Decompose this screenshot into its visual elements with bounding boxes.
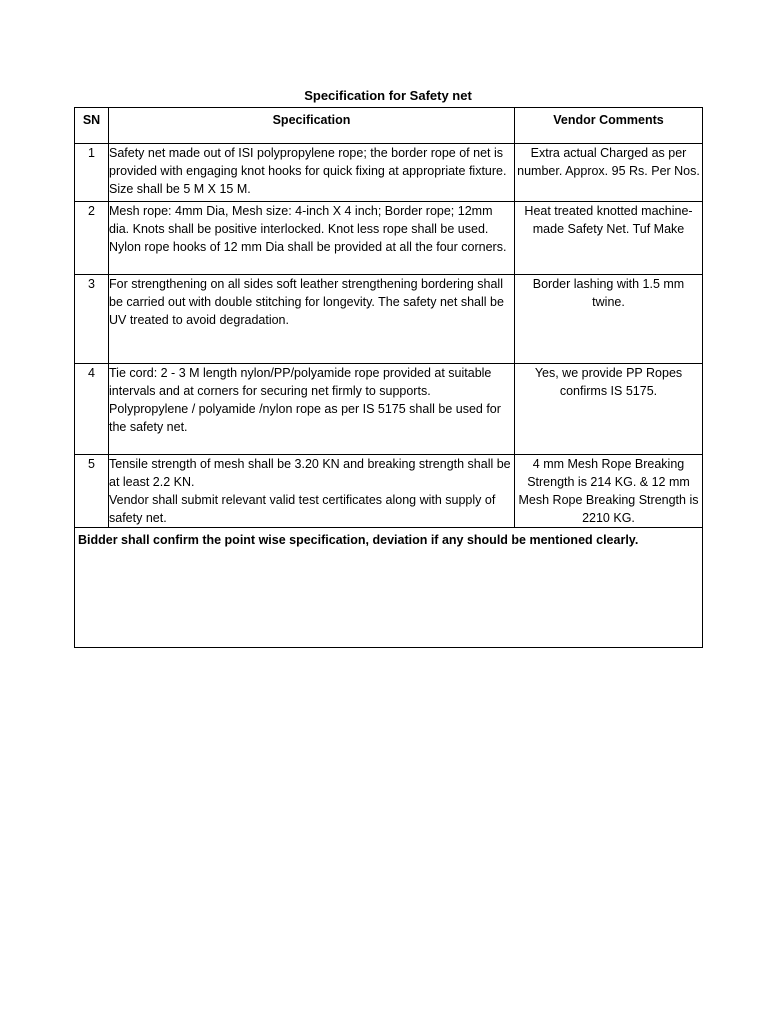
row-sn-cell: 1: [75, 144, 109, 202]
row-sn-cell: 3: [75, 275, 109, 364]
specification-table: [74, 107, 703, 648]
row-vendor-comment-cell: Border lashing with 1.5 mm twine.: [515, 275, 703, 364]
footer-note: Bidder shall confirm the point wise specification, deviation if any should be mentioned clearly.: [75, 528, 703, 648]
row-specification-cell: Tie cord: 2 - 3 M length nylon/PP/polyamide rope provided at suitable intervals and at corners for securing net firmly to supports. Polypropylene / polyamide /nylon rope as per IS 5175 shall be used for the safety net.: [109, 364, 515, 455]
table-row: [75, 364, 703, 455]
table-row: [75, 455, 703, 528]
row-specification-cell: Safety net made out of ISI polypropylene rope; the border rope of net is provided with engaging knot hooks for quick fixing at appropriate fixture. Size shall be 5 M X 15 M.: [109, 144, 515, 202]
column-header-specification: Specification: [109, 108, 515, 144]
column-header-vendor-comments: Vendor Comments: [515, 108, 703, 144]
row-specification-cell: For strengthening on all sides soft leather strengthening bordering shall be carried out with double stitching for longevity. The safety net shall be UV treated to avoid degradation.: [109, 275, 515, 364]
row-sn-cell: 5: [75, 455, 109, 528]
row-vendor-comment-cell: Yes, we provide PP Ropes confirms IS 5175.: [515, 364, 703, 455]
row-specification-cell: Mesh rope: 4mm Dia, Mesh size: 4-inch X 4 inch; Border rope; 12mm dia. Knots shall be positive interlocked. Knot less rope shall be used. Nylon rope hooks of 12 mm Dia shall be provided at all the four corners.: [109, 202, 515, 275]
row-vendor-comment-cell: 4 mm Mesh Rope Breaking Strength is 214 KG. & 12 mm Mesh Rope Breaking Strength is 2210 KG.: [515, 455, 703, 528]
column-header-sn: SN: [75, 108, 109, 144]
table-header-row: [75, 108, 703, 144]
row-vendor-comment-cell: Extra actual Charged as per number. Approx. 95 Rs. Per Nos.: [515, 144, 703, 202]
table-row: [75, 202, 703, 275]
row-specification-cell: Tensile strength of mesh shall be 3.20 KN and breaking strength shall be at least 2.2 KN. Vendor shall submit relevant valid test certificates along with supply of safety net.: [109, 455, 515, 528]
table-footer-row: [75, 528, 703, 648]
row-vendor-comment-cell: Heat treated knotted machine-made Safety Net. Tuf Make: [515, 202, 703, 275]
document-title: Specification for Safety net: [304, 88, 472, 103]
row-sn-cell: 2: [75, 202, 109, 275]
table-row: [75, 144, 703, 202]
row-sn-cell: 4: [75, 364, 109, 455]
table-row: [75, 275, 703, 364]
